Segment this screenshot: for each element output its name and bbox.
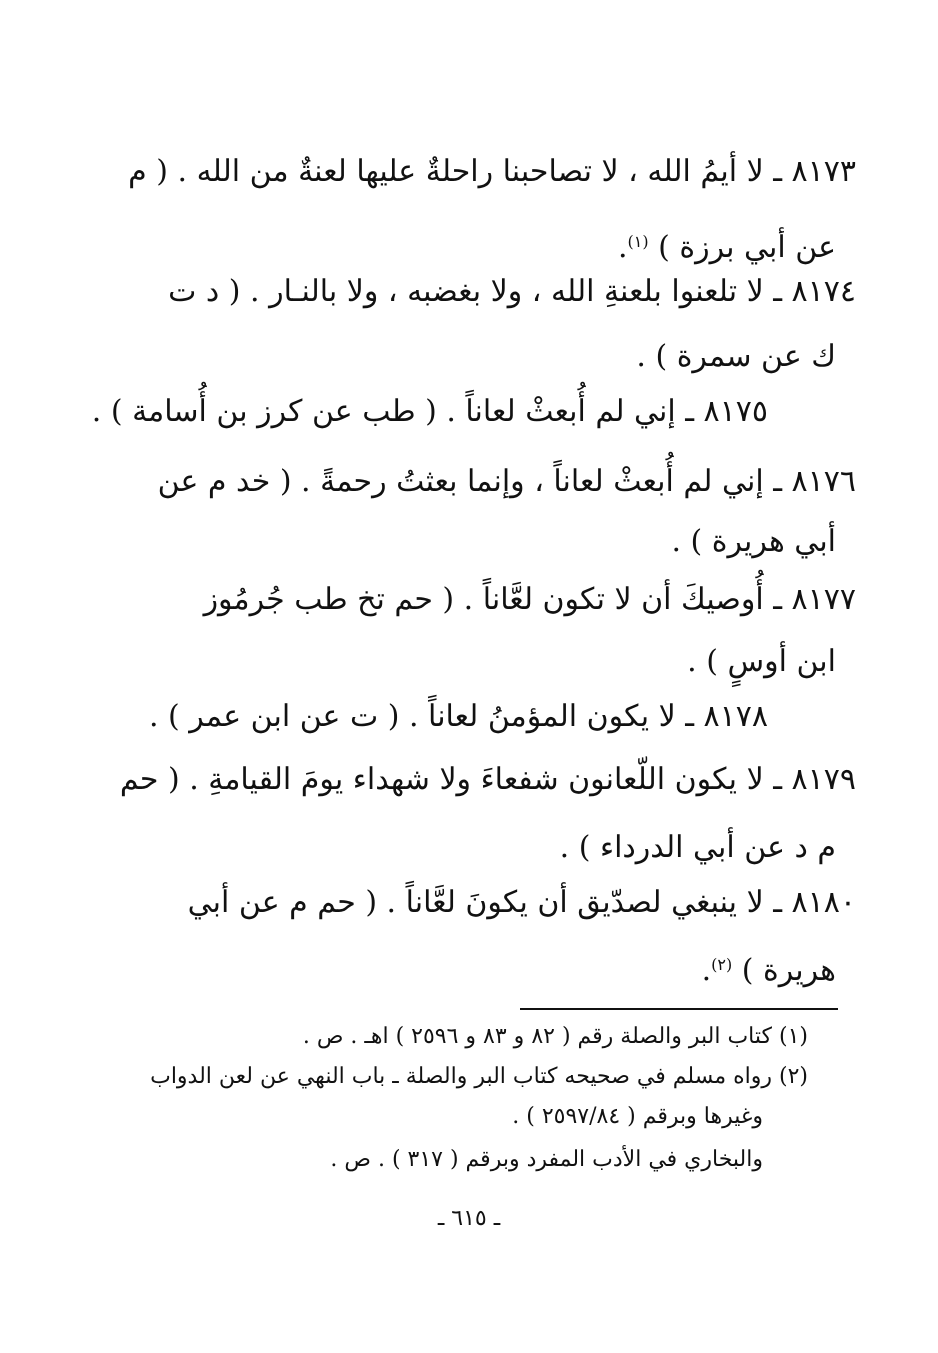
footnote-2-line-2: وغيرها وبرقم ( ٢٥٩٧/٨٤ ) . [512, 1104, 763, 1129]
entry-8179-line-2: م د عن أبي الدرداء ) . [559, 830, 836, 865]
page-number: ـ ٦١٥ ـ [437, 1206, 501, 1231]
entry-8176-line-1: ٨١٧٦ ـ إني لم أُبعثْ لعاناً ، وإنما بعثتُ رحمةً . ( خد م عن [157, 464, 856, 499]
entry-8178-line-1: ٨١٧٨ ـ لا يكون المؤمنُ لعاناً . ( ت عن ابن عمر ) . [148, 699, 768, 734]
footnote-1: (١) كتاب البر والصلة رقم ( ٨٢ و ٨٣ و ٢٥٩٦ ) اهـ . ص . [302, 1024, 808, 1049]
entry-8180-end: . [701, 953, 712, 988]
entry-8173-text: عن أبي برزة ) [658, 230, 836, 265]
entry-8173-line-2 [618, 222, 836, 268]
entry-8177-line-1: ٨١٧٧ ـ أُوصيكَ أن لا تكون لعَّاناً . ( حم تخ طب جُرمُوز [203, 582, 856, 617]
footnote-ref-2: (٢) [711, 955, 733, 974]
entry-8173-line-1: ٨١٧٣ ـ لا أيمُ الله ، لا تصاحبنا راحلةٌ عليها لعنةٌ من الله . ( م [128, 154, 856, 189]
entry-8174-line-1: ٨١٧٤ ـ لا تلعنوا بلعنةِ الله ، ولا بغضبه ، ولا بالنـار . ( د ت [168, 274, 856, 309]
footnote-separator [520, 1008, 838, 1010]
entry-8180-text: هريرة ) [741, 953, 836, 988]
footnote-2-line-3: والبخاري في الأدب المفرد وبرقم ( ٣١٧ ) . ص . [330, 1147, 763, 1172]
entry-8180-line-2 [702, 945, 836, 991]
entry-8177-line-2: ابن أوسٍ ) . [687, 644, 836, 679]
entry-8180-line-1: ٨١٨٠ ـ لا ينبغي لصدّيق أن يكونَ لعَّاناً . ( حم م عن أبي [187, 885, 856, 920]
entry-8174-line-2: ك عن سمرة ) . [636, 339, 836, 374]
entry-8175-line-1: ٨١٧٥ ـ إني لم أُبعثْ لعاناً . ( طب عن كرز بن أُسامة ) . [91, 394, 768, 429]
entry-8176-line-2: أبي هريرة ) . [671, 524, 836, 559]
footnote-2-line-1: (٢) رواه مسلم في صحيحه كتاب البر والصلة ـ باب النهي عن لعن الدواب [150, 1064, 808, 1089]
entry-8179-line-1: ٨١٧٩ ـ لا يكون اللّعانون شفعاءَ ولا شهداء يومَ القيامةِ . ( حم [119, 762, 856, 797]
entry-8173-end: . [617, 230, 628, 265]
footnote-ref-1: (١) [627, 232, 649, 251]
